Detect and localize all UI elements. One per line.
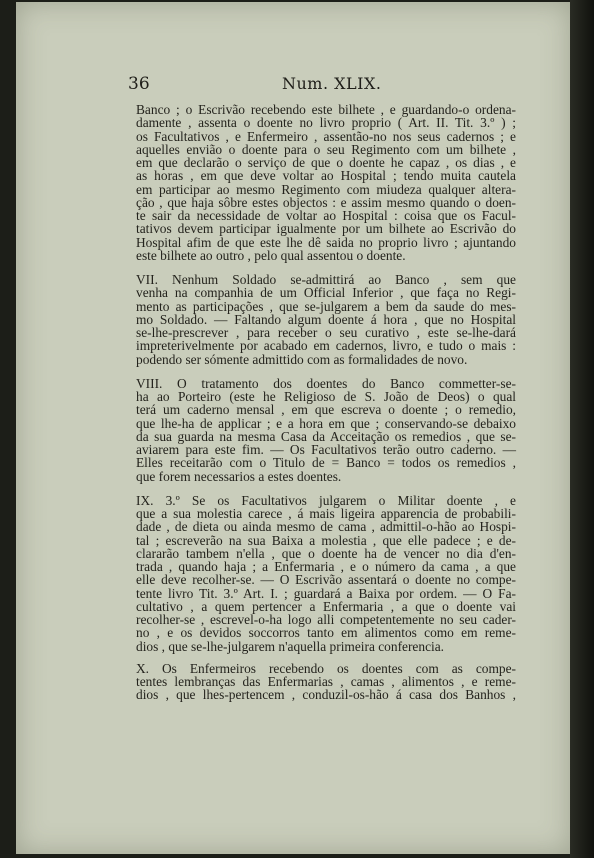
text-line: em participar ao mesmo Regimento com miudeza qualquer altera- (136, 181, 516, 197)
text-line: te sair da necessidade de voltar ao Hospital : coisa que os Facul- (136, 208, 516, 223)
text-line: elle deve recolher-se. — O Escrivão assentará o doente no compe- (136, 572, 516, 588)
text-line: que lhe-ha de applicar ; e a hora em que ; conservando-se debaixo (136, 415, 516, 431)
text-line: mento as participações , que se-julgarem a bem da saude do mes- (136, 298, 516, 314)
text-line: tal ; escreverão na sua Baixa a molestia , que elle padece ; e de- (136, 532, 516, 548)
text-line: tente livro Tit. 3.º Art. I. ; guardará a Baixa por ordem. — O Fa- (136, 585, 516, 601)
text-line: dade , de dieta ou ainda mesmo de cama , admittil-o-hão ao Hospi- (136, 519, 516, 535)
text-line: tativos devem participar igualmente por um bilhete ao Escrivão do (136, 221, 516, 237)
text-line: que a sua molestia carece , á mais ligeira apparencia de probabili- (136, 506, 516, 521)
text-line: dios , que lhes-pertencem , conduzil-os-hão á casa dos Banhos , (136, 687, 516, 703)
text-line: Banco ; o Escrivão recebendo este bilhete , e guardando-o ordena- (136, 102, 516, 117)
text-line: X. Os Enfermeiros recebendo os doentes com as compe- (136, 660, 516, 676)
body-text (136, 103, 516, 702)
text-line: mo Soldado. — Faltando algum doente á hora , que no Hospital (136, 311, 516, 327)
text-line: trada , quando haja ; a Enfermaria , e o número da cama , a que (136, 559, 516, 574)
text-line: os Facultativos , e Enfermeiro , assentão-no nos seus cadernos ; e (136, 128, 516, 144)
page-edge-shadow (570, 0, 594, 858)
text-line: recolher-se , escrevel-o-ha logo alli competentemente no seu cader- (136, 612, 516, 627)
text-line: no , e os devidos soccorros tanto em alimentos como em reme- (136, 625, 516, 641)
text-line: aquelles envião o doente para o seu Regimento com um bilhete , (136, 141, 516, 157)
running-title: Num. XLIX. (282, 74, 382, 93)
text-line: se-lhe-prescrever , para receber o seu curativo , este se-lhe-dará (136, 325, 516, 340)
text-line: aviarem para este fim. — Os Facultativos terão outro caderno. — (136, 442, 516, 457)
text-line: dios , que se-lhe-julgarem n'aquella primeira conferencia. (136, 638, 445, 654)
text-line: IX. 3.º Se os Facultativos julgarem o Militar doente , e (136, 492, 516, 508)
text-line: que forem necessarios a estes doentes. (136, 468, 342, 484)
text-line: terá um caderno mensal , em que escreva o doente ; o remedio, (136, 402, 516, 418)
text-line: este bilhete ao outro , pelo qual assentou o doente. (136, 247, 406, 263)
text-line: cultativo , a quem pertencer a Enfermaria , a que o doente vai (136, 598, 516, 614)
text-line: tentes lembranças das Enfermarias , camas , alimentos , e reme- (136, 674, 516, 689)
text-line: Elles receitarão com o Titulo de = Banco = todos os remedios , (136, 455, 516, 471)
text-line: da sua guarda na mesma Casa da Acceitação os remedios , que se- (136, 428, 516, 444)
text-line: venha na companhia de um Official Inferior , que faça no Regi- (136, 285, 516, 301)
text-line: damente , assenta o doente no livro proprio ( Art. II. Tit. 3.º ) ; (136, 115, 516, 131)
text-line: clararão tambem n'ella , que o doente ha de vencer no dia d'en- (136, 545, 516, 561)
page-header (128, 74, 398, 98)
text-line: em que declarão o serviço de que o doente he capaz , os dias , e (136, 155, 516, 170)
text-line: podendo ser sómente admittido com as formalidades de novo. (136, 351, 468, 367)
page-number: 36 (128, 74, 150, 94)
text-line: as horas , em que deve voltar ao Hospital ; tendo muita cautela (136, 168, 516, 184)
text-line: Hospital afim de que este lhe dê saida no proprio livro ; ajuntando (136, 234, 516, 250)
text-line: impreterivelmente por acabado em cadernos, livro, e tudo o mais : (136, 338, 516, 354)
text-line: ha ao Porteiro (este he Religioso de S. João de Deos) o qual (136, 389, 516, 404)
text-line: VIII. O tratamento dos doentes do Banco commetter-se- (136, 375, 516, 391)
text-line: VII. Nenhum Soldado se-admittirá ao Banco , sem que (136, 272, 516, 287)
text-line: ção , que haja sôbre estes objectos : e assim mesmo quando o doen- (136, 194, 516, 210)
